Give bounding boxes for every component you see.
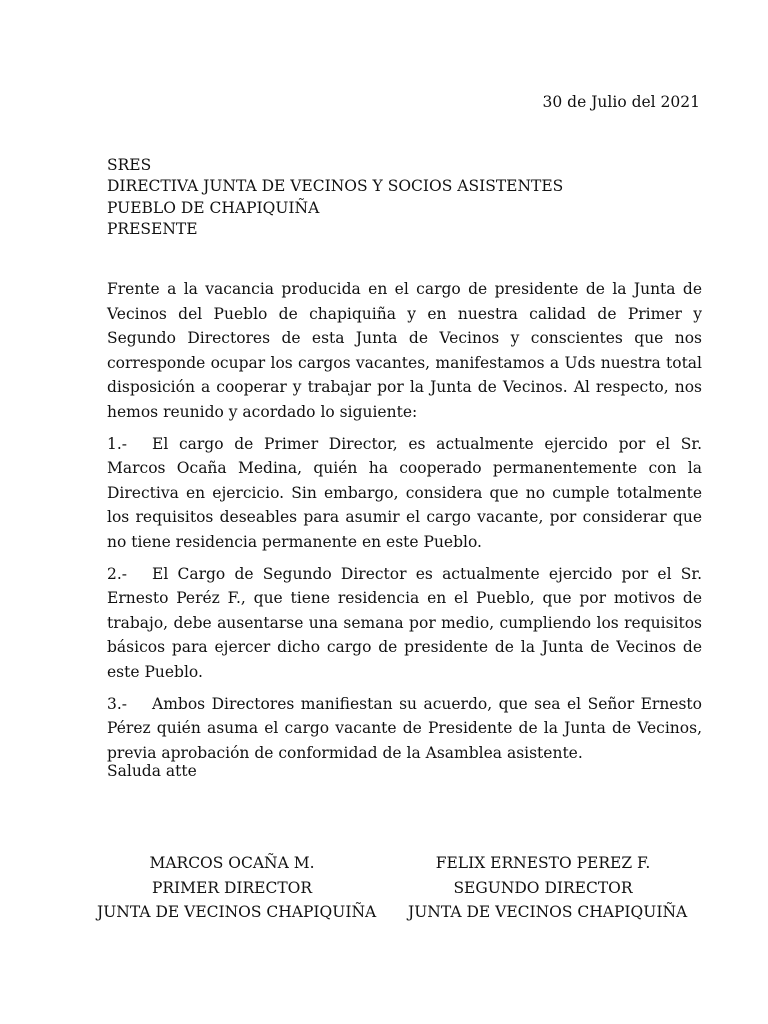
item-number: 2.-	[107, 564, 128, 583]
letter-date: 30 de Julio del 2021	[542, 93, 700, 111]
addressee-line: DIRECTIVA JUNTA DE VECINOS Y SOCIOS ASISTENTES	[107, 177, 564, 196]
signer-name: FELIX ERNESTO PEREZ F.	[435, 854, 651, 872]
list-item	[107, 562, 702, 685]
item-text: El Cargo de Segundo Director es actualmente ejercido por el Sr. Ernesto Peréz F., que tiene residencia en el Pueblo, que por motivos de trabajo, debe ausentarse una semana por medio, cumpliendo los requisitos básicos para ejercer dicho cargo de presidente de la Junta de Vecinos de este Pueblo.	[107, 564, 702, 681]
signer-org: JUNTA DE VECINOS CHAPIQUIÑA	[408, 903, 688, 922]
signature-block-left	[97, 851, 377, 925]
signer-org: JUNTA DE VECINOS CHAPIQUIÑA	[97, 903, 377, 922]
addressee-line: PUEBLO DE CHAPIQUIÑA	[107, 198, 320, 217]
signer-title: SEGUNDO DIRECTOR	[453, 878, 633, 897]
list-item	[107, 432, 702, 555]
item-text: El cargo de Primer Director, es actualmente ejercido por el Sr. Marcos Ocaña Medina, quién ha cooperado permanentemente con la Directiva en ejercicio. Sin embargo, considera que no cumple totalmente los requisitos deseables para asumir el cargo vacante, por considerar que no tiene residencia permanente en este Pueblo.	[107, 434, 702, 551]
signature-block-right	[408, 851, 688, 925]
letter-body	[107, 277, 702, 772]
list-item	[107, 692, 702, 766]
item-text: Ambos Directores manifiestan su acuerdo, que sea el Señor Ernesto Pérez quién asuma el cargo vacante de Presidente de la Junta de Vecinos, previa aprobación de conformidad de la Asamblea asistente.	[107, 694, 702, 762]
item-number: 3.-	[107, 694, 128, 713]
addressee-block	[107, 155, 707, 240]
signer-title: PRIMER DIRECTOR	[151, 878, 313, 897]
item-number: 1.-	[107, 434, 128, 453]
signer-name: MARCOS OCAÑA M.	[149, 854, 315, 872]
addressee-line: SRES	[107, 156, 152, 174]
closing-line: Saluda atte	[107, 762, 197, 780]
intro-paragraph: Frente a la vacancia producida en el cargo de presidente de la Junta de Vecinos del Pueblo de chapiquiña y en nuestra calidad de Primer y Segundo Directores de esta Junta de Vecinos y conscientes que nos corresponde ocupar los cargos vacantes, manifestamos a Uds nuestra total disposición a cooperar y trabajar por la Junta de Vecinos. Al respecto, nos hemos reunido y acordado lo siguiente:	[107, 280, 702, 421]
addressee-line: PRESENTE	[107, 219, 198, 238]
